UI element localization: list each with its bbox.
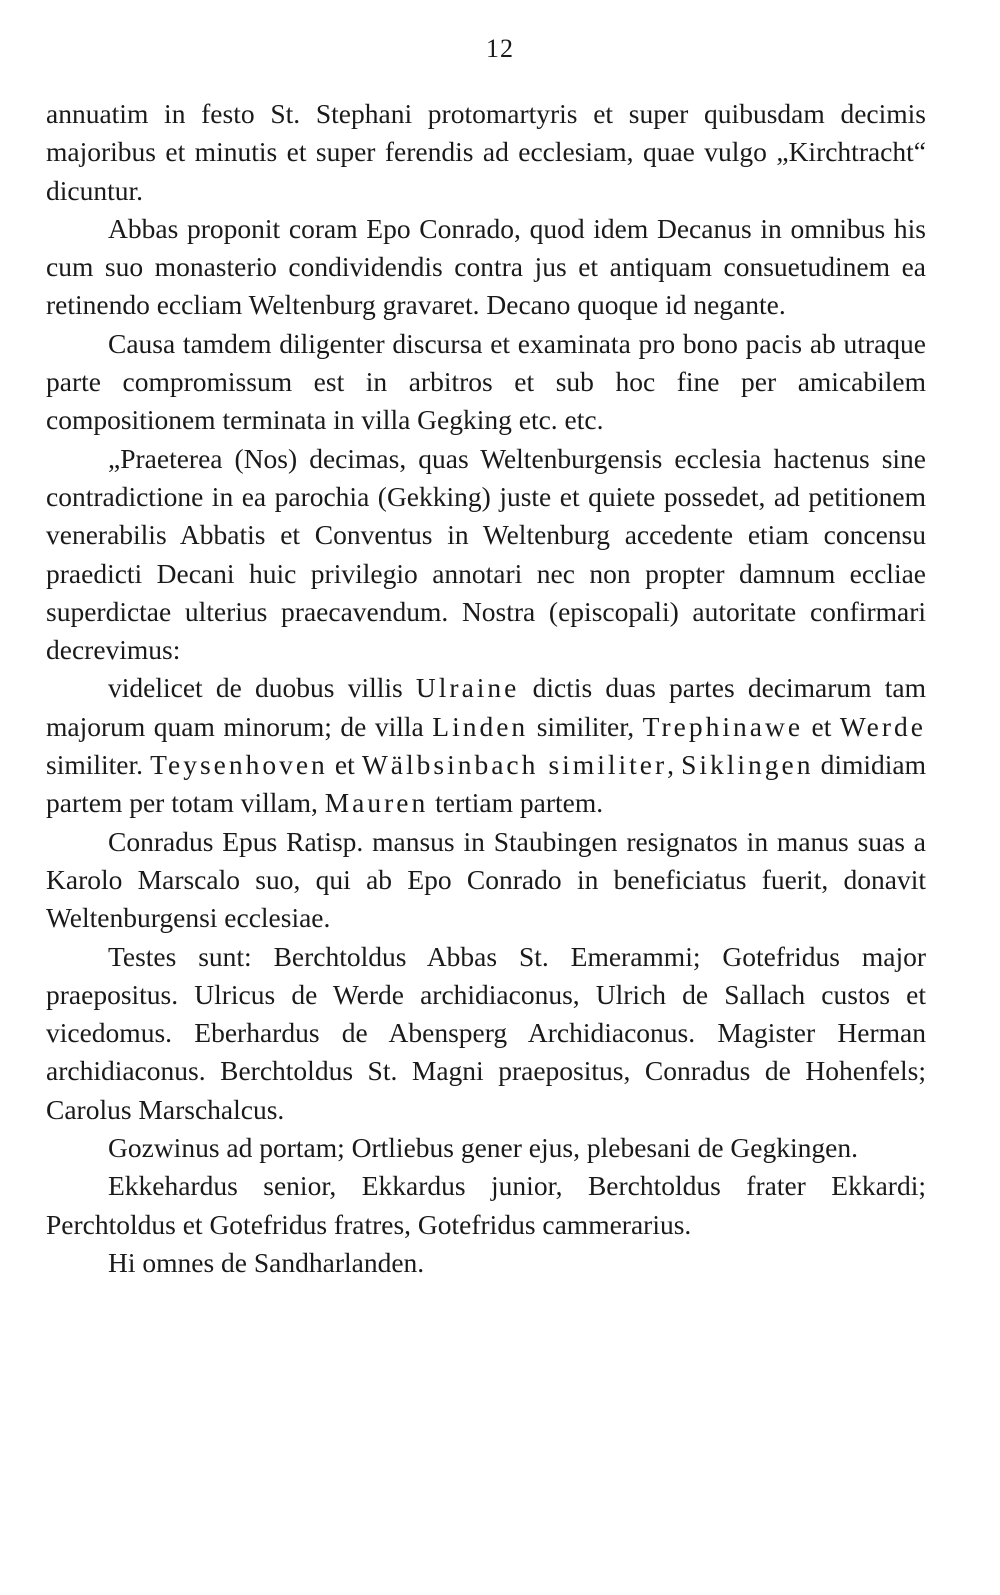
paragraph-testes: Testes sunt: Berchtoldus Abbas St. Emerammi; Gotefridus major praepositus. Ulricus de Werde archidiaconus, Ulrich de Sallach custos et vicedomus. Eberhardus de Abensperg Archidiaconus. Magister Herman archidiaconus. Berchtoldus St. Magni praepositus, Conradus de Hohenfels; Carolus Marschalcus. <box>46 940 926 1125</box>
text-fragment: dimidiam partem per totam villam, <box>46 749 927 819</box>
text-fragment: tertiam partem. <box>428 787 604 819</box>
paragraph-praeterea-quote: „Praeterea (Nos) decimas, quas Weltenburgensis ecclesia hactenus sine contradictione in ea parochia (Gekking) juste et quiete possedet, ad petitionem venerabilis Abbatis et Conventus in Weltenburg accedente etiam concensu praedicti Decani huic privilegio annotari nec non propter damnum eccliae superdictae ulterius praecavendum. Nostra (episcopali) autoritate confirmari decrevimus: <box>46 442 926 666</box>
paragraph-conradus-epus: Conradus Epus Ratisp. mansus in Staubingen resignatos in manus suas a Karolo Marscalo suo, qui ab Epo Conrado in beneficiatus fuerit, donavit Weltenburgensi ecclesiae. <box>46 825 926 934</box>
text-fragment: similiter, <box>528 710 643 742</box>
text-fragment: videlicet de duobus villis <box>108 672 416 704</box>
place-name-linden: Linden <box>432 710 529 742</box>
paragraph-continuation: annuatim in festo St. Stephani protomartyris et super quibusdam decimis majoribus et minutis et super ferendis ad ecclesiam, quae vulgo „Kirchtracht“ dicuntur. <box>46 98 926 206</box>
place-name-teysenhoven: Teysenhoven <box>150 749 328 781</box>
paragraph-causa-tamdem: Causa tamdem diligenter discursa et examinata pro bono pacis ab utraque parte compromissum est in arbitros et sub hoc fine per amicabilem compositionem terminata in villa Gegking etc. etc. <box>46 327 926 436</box>
paragraph-villages-list <box>46 669 926 822</box>
place-name-siklingen: Siklingen <box>681 749 814 781</box>
paragraph-ekkehardus: Ekkehardus senior, Ekkardus junior, Berchtoldus frater Ekkardi; Perchtoldus et Gotefridus fratres, Gotefridus cammerarius. <box>46 1170 926 1240</box>
document-body <box>46 95 926 1282</box>
paragraph-hi-omnes: Hi omnes de Sandharlanden. <box>108 1246 425 1278</box>
place-name-mauren: Mauren <box>324 787 429 819</box>
page-number: 12 <box>486 34 514 63</box>
paragraph-abbas-proponit: Abbas proponit coram Epo Conrado, quod idem Decanus in omnibus his cum suo monasterio condividendis contra jus et antiquam consuetudinem ea retinendo eccliam Weltenburg gravaret. Decano quoque id negante. <box>46 212 926 321</box>
text-fragment: dictis duas partes decimarum tam majorum quam minorum; de villa <box>46 672 926 742</box>
place-name-trephinawe: Trephinawe <box>642 710 804 742</box>
text-fragment: et <box>327 749 362 781</box>
text-fragment: et <box>803 710 840 742</box>
text-fragment: similiter. <box>46 749 151 781</box>
place-name-ulraine: Ulraine <box>415 672 520 704</box>
paragraph-gozwinus: Gozwinus ad portam; Ortliebus gener ejus, plebesani de Gegkingen. <box>108 1132 858 1164</box>
text-fragment: , <box>667 749 682 781</box>
place-name-walbsinbach: Wälbsinbach similiter <box>361 749 668 781</box>
place-name-werde: Werde <box>839 710 926 742</box>
